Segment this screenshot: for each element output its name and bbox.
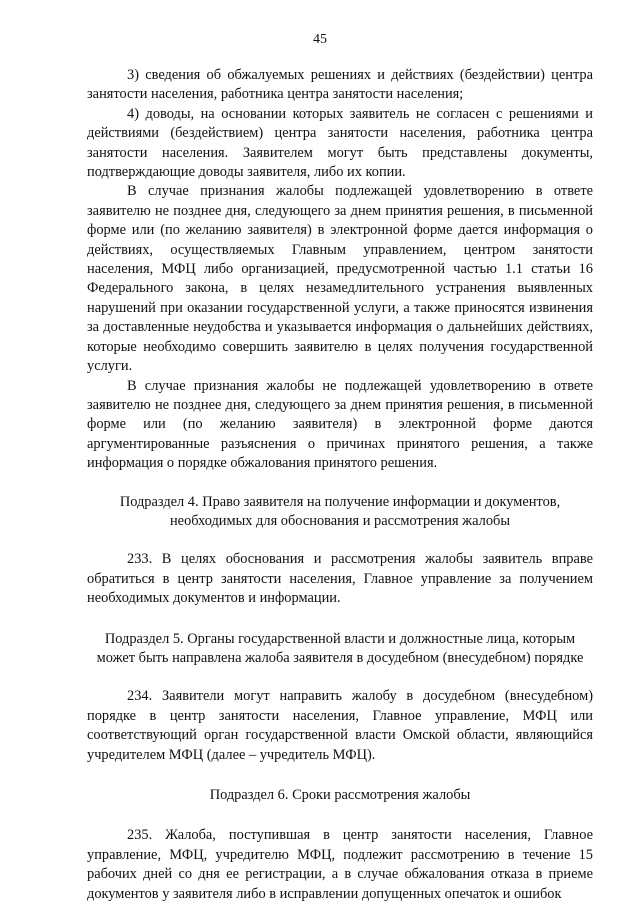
paragraph-item-4: 4) доводы, на основании которых заявитель не согласен с решениями и действиями (бездействием) центра занятости населения, работника центра занятости населения. Заявителем могут быть представлены документы, подтверждающие доводы заявителя, либо их копии. xyxy=(87,105,593,181)
subsection-4-heading: Подраздел 4. Право заявителя на получение информации и документов, необходимых для обоснования и рассмотрения жалобы xyxy=(119,493,561,529)
paragraph-item-3: 3) сведения об обжалуемых решениях и действиях (бездействии) центра занятости населения, работника центра занятости населения; xyxy=(87,67,593,103)
paragraph-complaint-rejected: В случае признания жалобы не подлежащей удовлетворению в ответе заявителю не позднее дня, следующего за днем принятия решения, в письменной форме или (по желанию заявителя) в электронной форме даются аргументированные разъяснения о причинах принятого решения, а также информация о порядке обжалования принятого решения. xyxy=(87,377,593,472)
page-number: 45 xyxy=(313,32,327,47)
subsection-5-heading: Подраздел 5. Органы государственной власти и должностные лица, которым может быть направлена жалоба заявителя в досудебном (внесудебном) порядке xyxy=(96,630,584,666)
paragraph-233: 233. В целях обоснования и рассмотрения жалобы заявитель вправе обратиться в центр занятости населения, Главное управление за получением необходимых документов и информации. xyxy=(87,551,593,607)
document-body xyxy=(87,66,593,904)
subsection-6-heading: Подраздел 6. Сроки рассмотрения жалобы xyxy=(209,787,471,803)
paragraph-complaint-satisfied: В случае признания жалобы подлежащей удовлетворению в ответе заявителю не позднее дня, следующего за днем принятия решения, в письменной форме или (по желанию заявителя) в электронной форме дается информация о действиях, осуществляемых Главным управлением, центром занятости населения, МФЦ либо организацией, предусмотренной частью 1.1 статьи 16 Федерального закона, в целях незамедлительного устранения выявленных нарушений при оказании государственной услуги, а также приносятся извинения за доставленные неудобства и указывается информация о дальнейших действиях, которые необходимо совершить заявителю в целях получения государственной услуги. xyxy=(87,183,593,375)
paragraph-235: 235. Жалоба, поступившая в центр занятости населения, Главное управление, МФЦ, учредителю МФЦ, подлежит рассмотрению в течение 15 рабочих дней со дня ее регистрации, а в случае обжалования отказа в приеме документов у заявителя либо в исправлении допущенных опечаток и ошибок xyxy=(87,827,593,902)
paragraph-234: 234. Заявители могут направить жалобу в досудебном (внесудебном) порядке в центр занятости населения, Главное управление, МФЦ или соответствующий орган государственной власти Омской области, являющийся учредителем МФЦ (далее – учредитель МФЦ). xyxy=(87,688,593,763)
